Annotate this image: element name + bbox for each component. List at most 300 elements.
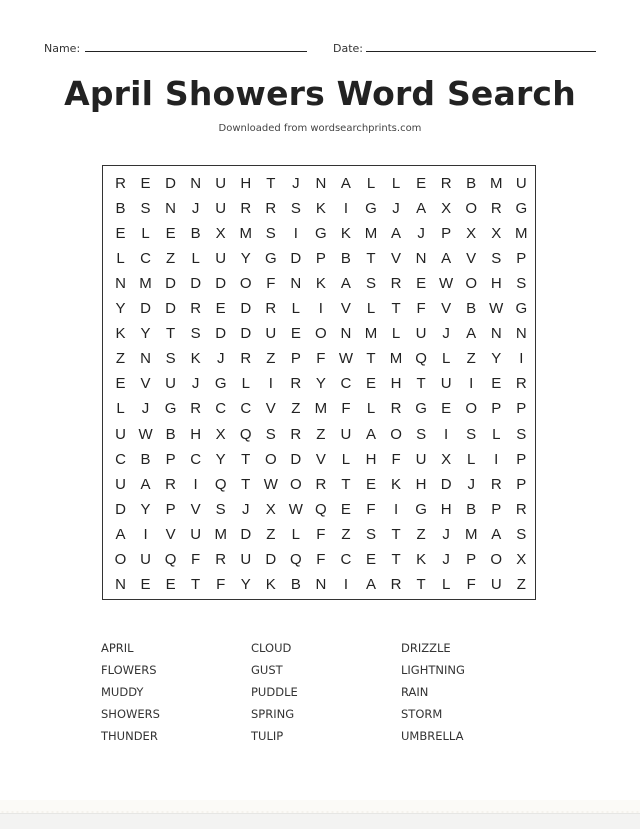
grid-cell: H [415,475,427,493]
grid-row [103,472,535,497]
word-list-item: UMBRELLA [401,729,464,743]
grid-cell: R [390,400,402,418]
grid-cell: S [491,249,502,267]
grid-cell: N [165,199,177,217]
grid-cell: J [292,174,300,192]
grid-cell: A [365,425,376,443]
grid-cell: V [140,375,151,393]
grid-cell: M [139,274,152,292]
grid-cell: J [392,199,400,217]
grid-cell: N [190,174,202,192]
grid-cell: K [265,576,276,594]
grid-cell: B [340,249,351,267]
grid-cell: U [140,551,151,568]
source-credit: Downloaded from wordsearchprints.com [218,123,422,134]
grid-cell: R [290,425,302,443]
grid-cell: I [343,199,349,217]
grid-cell: I [393,500,399,518]
grid-cell: T [391,525,401,543]
grid-cell: H [190,425,202,443]
grid-cell: V [466,249,477,267]
grid-cell: K [391,475,402,493]
grid-cell: X [441,450,452,468]
grid-cell: Y [315,375,326,393]
grid-cell: S [265,224,276,242]
grid-cell: R [240,199,252,217]
grid-cell: V [391,249,402,267]
grid-cell: F [466,576,476,594]
grid-cell: N [515,325,527,343]
grid-cell: R [490,475,502,493]
grid-cell: M [214,525,227,543]
grid-cell: I [318,300,323,317]
grid-row [103,422,535,447]
grid-cell: Q [239,425,252,443]
grid-cell: D [140,300,151,317]
date-label: Date: [333,42,363,55]
grid-cell: R [390,274,402,292]
grid-cell: S [516,525,527,543]
grid-cell: W [288,500,303,518]
grid-cell: Z [516,576,526,594]
grid-cell: Z [466,350,476,368]
grid-cell: X [466,224,477,242]
grid-cell: X [441,199,452,217]
name-label: Name: [44,42,81,55]
grid-cell: S [516,274,527,292]
grid-cell: M [464,525,478,543]
grid-cell: V [340,300,351,317]
grid-cell: E [115,224,126,242]
grid-cell: X [491,224,502,242]
grid-cell: U [490,576,502,594]
word-list-item: MUDDY [101,685,144,699]
grid-cell: E [365,475,376,493]
grid-cell: C [140,249,151,267]
grid-cell: M [389,350,403,368]
grid-cell: G [315,224,327,242]
footer-edge [0,813,640,829]
grid-cell: D [240,325,252,343]
grid-cell: C [340,375,352,393]
grid-cell: B [466,300,477,317]
grid-cell: P [516,450,527,468]
grid-cell: B [140,450,151,468]
grid-cell: U [515,174,527,192]
grid-cell: P [491,400,502,418]
grid-cell: G [264,249,277,267]
word-list-item: APRIL [101,641,134,655]
grid-cell: R [515,375,527,393]
grid-cell: S [215,500,226,518]
grid-cell: W [439,274,454,292]
grid-cell: R [190,400,202,418]
grid-cell: I [469,375,474,393]
grid-cell: J [242,500,250,518]
word-list-item: PUDDLE [251,685,298,699]
grid-cell: M [490,174,503,192]
grid-row [103,221,535,246]
grid-cell: L [366,400,376,418]
grid-cell: R [315,475,327,493]
date-line [366,51,596,52]
grid-cell: X [265,500,276,518]
grid-cell: O [390,425,402,443]
grid-cell: U [215,199,227,217]
grid-cell: D [240,300,252,317]
grid-row [103,371,535,396]
grid-cell: R [115,174,126,192]
grid-cell: S [416,425,427,443]
grid-cell: Q [214,475,227,493]
grid-cell: A [340,174,351,192]
grid-cell: V [190,500,201,518]
grid-cell: M [515,224,528,242]
grid-cell: M [314,400,328,418]
grid-cell: B [165,425,176,443]
grid-cell: A [140,475,151,493]
grid-cell: P [290,350,301,368]
grid-row [103,447,535,472]
grid-cell: Z [416,525,426,543]
grid-cell: R [165,475,177,493]
grid-cell: R [390,576,402,594]
grid-cell: W [489,300,504,317]
grid-cell: T [366,350,376,368]
grid-cell: Y [140,500,151,518]
grid-cell: Z [166,249,176,267]
grid-cell: E [365,375,376,393]
grid-cell: K [190,350,201,368]
grid-cell: O [264,450,277,468]
grid-cell: D [265,551,277,568]
grid-cell: R [515,500,527,518]
grid-cell: Z [266,525,276,543]
grid-cell: B [466,500,477,518]
grid-cell: N [340,325,352,343]
grid-cell: P [516,400,527,418]
grid-row [103,522,535,547]
grid-cell: N [315,174,327,192]
grid-cell: F [316,525,326,543]
grid-cell: E [441,400,452,418]
grid-cell: J [467,475,475,493]
grid-cell: Z [316,425,326,443]
grid-cell: E [416,174,427,192]
grid-cell: A [340,274,351,292]
grid-cell: L [391,325,401,343]
word-list-item: CLOUD [251,641,292,655]
grid-cell: K [315,199,326,217]
grid-cell: F [316,350,326,368]
grid-cell: F [191,551,201,568]
grid-cell: N [115,576,126,594]
grid-cell: T [391,551,401,568]
grid-cell: I [519,350,524,368]
grid-cell: F [266,274,276,292]
grid-cell: L [441,350,451,368]
grid-cell: J [417,224,425,242]
grid-cell: V [441,300,452,317]
word-list-item: SHOWERS [101,707,160,721]
grid-cell: I [494,450,499,468]
grid-cell: H [365,450,377,468]
grid-cell: W [263,475,278,493]
grid-cell: R [190,300,202,317]
word-list-item: SPRING [251,707,295,721]
grid-cell: X [215,224,226,242]
grid-cell: D [290,249,302,267]
grid-cell: D [165,274,177,292]
grid-cell: D [215,274,227,292]
grid-row [103,296,535,321]
grid-cell: E [165,224,176,242]
grid-cell: N [415,249,427,267]
grid-cell: I [193,475,198,493]
grid-cell: A [365,576,376,594]
grid-cell: R [290,375,302,393]
grid-cell: G [415,400,427,418]
page-title: April Showers Word Search [64,74,576,113]
grid-cell: N [115,274,126,292]
grid-cell: B [190,224,201,242]
grid-cell: V [165,525,176,543]
word-list-item: THUNDER [101,729,158,743]
word-list-item: RAIN [401,685,429,699]
grid-cell: A [491,525,502,543]
grid-cell: F [391,450,401,468]
grid-cell: G [164,400,177,418]
grid-cell: Q [415,350,427,368]
grid-row [103,396,535,421]
grid-cell: U [115,425,126,443]
grid-cell: R [490,199,502,217]
grid-row [103,346,535,371]
grid-cell: O [465,400,478,418]
grid-cell: J [191,199,200,217]
grid-cell: L [241,375,250,393]
grid-cell: J [442,551,450,568]
grid-cell: E [365,551,376,568]
word-list-item: DRIZZLE [401,641,451,655]
grid-row [103,171,535,196]
grid-cell: T [166,325,176,343]
grid-cell: L [366,300,376,317]
grid-cell: F [316,551,326,568]
grid-cell: O [490,551,503,568]
grid-cell: H [390,375,402,393]
grid-cell: L [467,450,476,468]
grid-cell: N [490,325,502,343]
grid-row [103,271,535,296]
grid-cell: I [343,576,349,594]
grid-cell: T [241,475,251,493]
grid-cell: Y [115,300,126,317]
grid-cell: X [516,551,527,568]
grid-cell: E [115,375,126,393]
grid-cell: M [239,224,252,242]
grid-cell: S [466,425,477,443]
grid-cell: G [415,500,427,518]
grid-cell: F [416,300,426,317]
grid-cell: E [290,325,301,343]
grid-cell: T [416,375,426,393]
grid-cell: B [115,199,126,217]
grid-cell: R [440,174,452,192]
grid-cell: G [515,199,528,217]
grid-cell: U [415,325,427,343]
word-list-item: FLOWERS [101,663,157,677]
grid-cell: S [190,325,201,343]
grid-cell: Q [290,551,302,568]
grid-cell: O [465,274,478,292]
grid-cell: L [141,224,150,242]
grid-cell: C [240,400,252,418]
grid-cell: S [140,199,151,217]
grid-cell: V [315,450,326,468]
grid-cell: L [116,400,125,418]
grid-cell: S [365,525,376,543]
grid-cell: Q [315,500,327,518]
grid-cell: S [290,199,301,217]
grid-cell: I [293,224,298,242]
grid-cell: X [215,425,226,443]
grid-cell: P [165,500,176,518]
grid-cell: U [440,375,452,393]
grid-cell: D [190,274,202,292]
grid-cell: Y [240,576,251,594]
grid-cell: P [516,249,527,267]
grid-cell: E [140,576,151,594]
grid-cell: S [165,350,176,368]
grid-cell: J [191,375,200,393]
grid-cell: Y [491,350,502,368]
grid-cell: D [165,174,177,192]
word-list-item: GUST [251,663,283,677]
grid-cell: L [391,174,401,192]
grid-cell: N [315,576,327,594]
word-search-grid [102,165,536,600]
grid-cell: Y [140,325,151,343]
grid-cell: A [115,525,126,543]
grid-cell: U [415,450,427,468]
word-list-item: TULIP [251,729,284,743]
grid-cell: Z [266,350,276,368]
grid-cell: U [115,475,126,493]
grid-cell: U [165,375,177,393]
grid-cell: L [492,425,501,443]
grid-cell: D [440,475,452,493]
grid-cell: V [265,400,276,418]
grid-cell: M [364,224,378,242]
grid-cell: F [341,400,351,418]
grid-cell: L [116,249,125,267]
grid-row [103,246,535,271]
grid-cell: Q [164,551,177,568]
grid-cell: G [365,199,377,217]
grid-cell: R [215,551,227,568]
grid-cell: E [215,300,226,317]
grid-cell: Y [240,249,251,267]
grid-cell: R [265,199,277,217]
grid-cell: T [191,576,201,594]
grid-cell: Z [341,525,351,543]
grid-row [103,196,535,221]
grid-cell: P [466,551,477,568]
grid-cell: L [291,525,301,543]
grid-row [103,572,535,597]
grid-cell: H [490,274,502,292]
grid-cell: U [265,325,277,343]
grid-cell: K [416,551,427,568]
grid-cell: P [491,500,502,518]
grid-cell: Y [215,450,226,468]
grid-cell: O [465,199,478,217]
grid-cell: T [391,300,401,317]
grid-cell: D [290,450,302,468]
grid-cell: H [240,174,252,192]
grid-cell: A [441,249,452,267]
grid-cell: B [290,576,301,594]
grid-cell: F [216,576,226,594]
grid-cell: T [416,576,426,594]
grid-cell: O [114,551,127,568]
grid-cell: O [290,475,302,493]
grid-cell: T [366,249,376,267]
grid-cell: N [140,350,151,368]
grid-cell: J [216,350,225,368]
word-list-item: STORM [401,707,443,721]
grid-cell: O [315,325,327,343]
grid-cell: U [215,174,227,192]
grid-cell: C [190,450,202,468]
grid-cell: U [215,249,227,267]
grid-cell: W [138,425,153,443]
grid-cell: C [340,551,352,568]
grid-cell: G [515,300,528,317]
grid-cell: E [340,500,351,518]
grid-cell: L [191,249,200,267]
grid-cell: I [444,425,449,443]
grid-row [103,547,535,572]
word-list-item: LIGHTNING [401,663,465,677]
name-line [85,51,307,52]
grid-cell: G [214,375,227,393]
grid-cell: W [338,350,354,368]
grid-cell: E [416,274,427,292]
grid-row [103,321,535,346]
grid-cell: T [341,475,351,493]
grid-cell: A [416,199,427,217]
grid-cell: R [240,350,252,368]
grid-cell: E [491,375,502,393]
grid-cell: F [366,500,376,518]
grid-cell: E [165,576,176,594]
grid-cell: U [190,525,202,543]
grid-cell: I [268,375,273,393]
grid-cell: P [165,450,176,468]
grid-cell: L [366,174,376,192]
grid-cell: P [516,475,527,493]
grid-cell: O [239,274,252,292]
grid-cell: T [266,174,276,192]
grid-cell: U [340,425,352,443]
grid-row [103,497,535,522]
grid-cell: N [290,274,302,292]
grid-cell: R [265,300,277,317]
grid-cell: K [315,274,326,292]
grid-cell: J [141,400,150,418]
